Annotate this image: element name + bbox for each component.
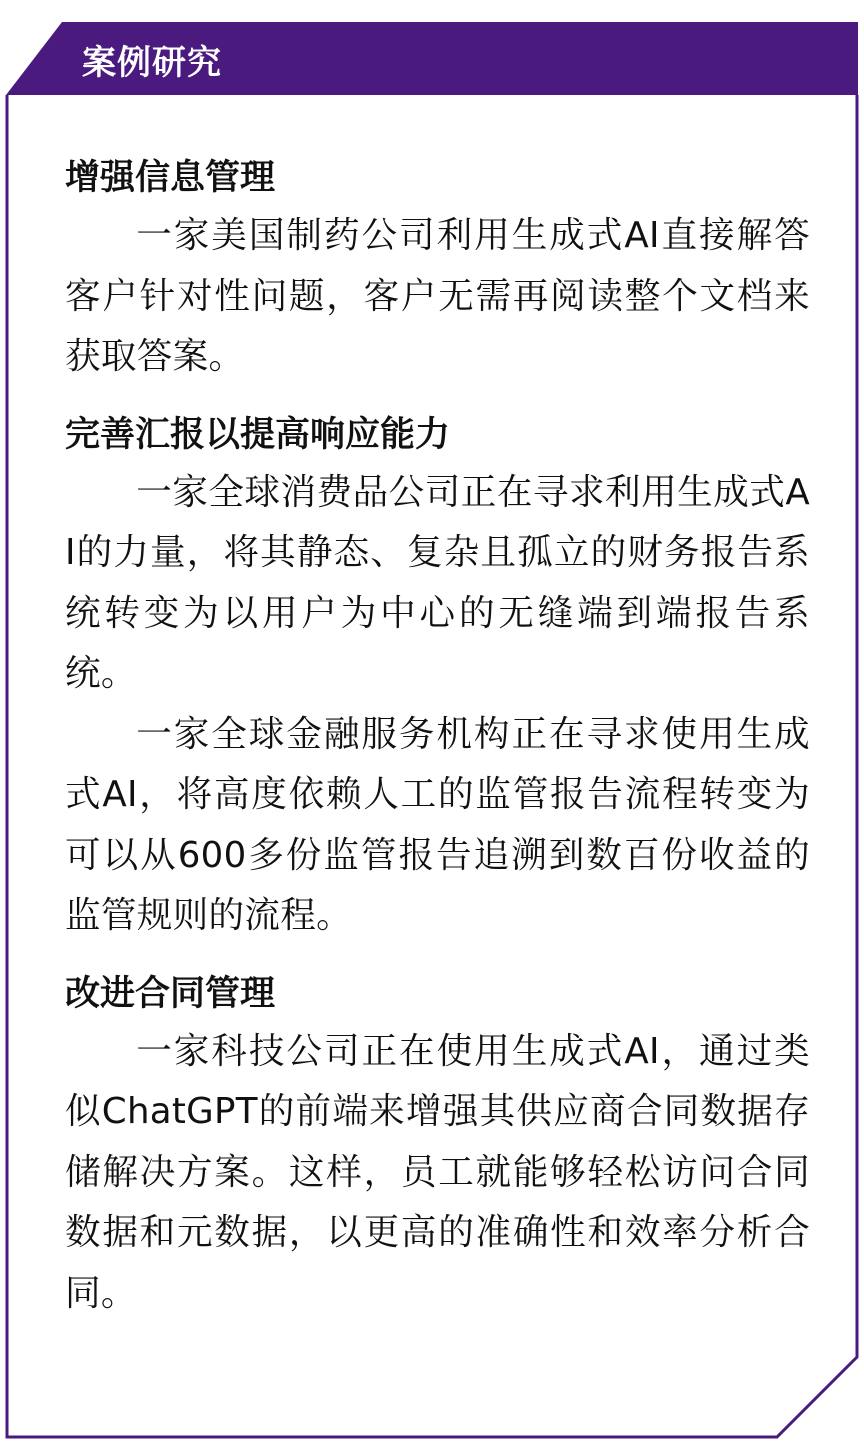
section-reporting: [65, 407, 810, 947]
section-paragraph: 一家科技公司正在使用生成式AI，通过类似ChatGPT的前端来增强其供应商合同数据存储解决方案。这样，员工就能够轻松访问合同数据和元数据，以更高的准确性和效率分析合同。: [65, 1030, 810, 1314]
section-paragraph: 一家全球消费品公司正在寻求利用生成式AI的力量，将其静态、复杂且孤立的财务报告系统转变为以用户为中心的无缝端到端报告系统。: [65, 471, 810, 694]
section-information-management: [65, 150, 810, 388]
section-heading: 增强信息管理: [65, 158, 276, 198]
section-heading: 完善汇报以提高响应能力: [65, 414, 451, 455]
section-heading: 改进合同管理: [65, 973, 276, 1014]
section-paragraph: 一家美国制药公司利用生成式AI直接解答客户针对性问题，客户无需再阅读整个文档来获取答案。: [65, 215, 810, 377]
case-study-content: [65, 150, 810, 1324]
header-title: 案例研究: [82, 43, 222, 83]
section-contract-management: [65, 966, 810, 1325]
section-paragraph: 一家全球金融服务机构正在寻求使用生成式AI，将高度依赖人工的监管报告流程转变为可以从600多份监管报告追溯到数百份收益的监管规则的流程。: [65, 713, 810, 936]
